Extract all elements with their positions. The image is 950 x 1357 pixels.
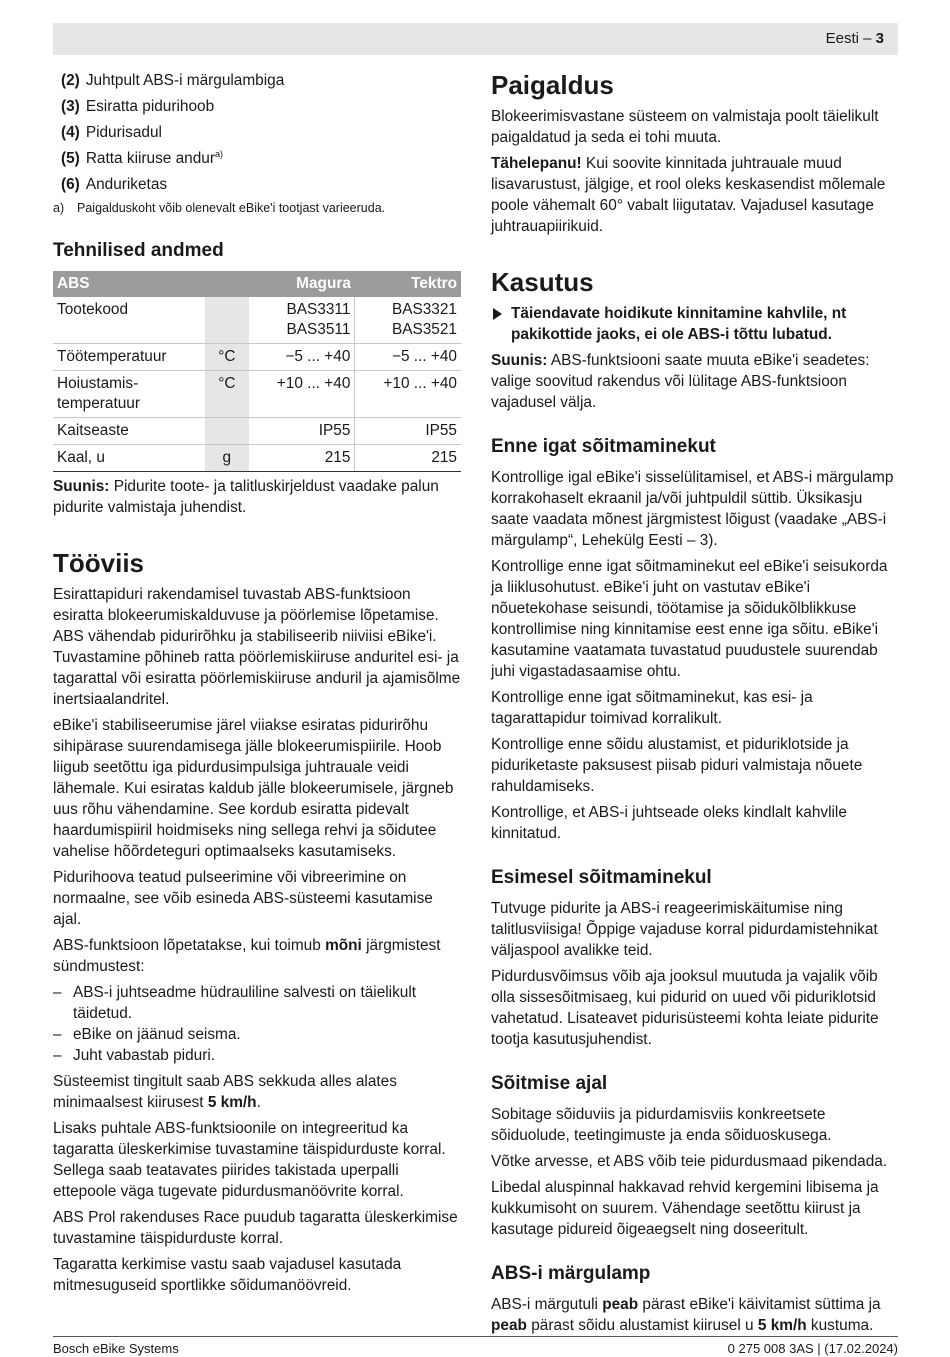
table-row [53, 297, 461, 344]
spec-label: Töötemperatuur [53, 344, 205, 371]
text-span: ABS-funktsiooni saate muuta eBike'i seadetes: valige soovitud rakendus või lülitage ABS-funktsioon vajadusel välja. [491, 352, 870, 411]
page-number: 3 [875, 30, 884, 47]
legend-text: Juhtpult ABS-i märgulambiga [85, 72, 285, 89]
spec-magura [249, 297, 355, 344]
spec-magura: IP55 [249, 418, 355, 445]
legend-number: (6) [61, 176, 80, 193]
spec-magura: −5 ... +40 [249, 344, 355, 371]
legend-item [61, 70, 461, 91]
paragraph: Lisaks puhtale ABS-funktsioonile on integreeritud ka tagaratta üleskerkimise tuvastamine täispidurduste korral. Sellega saab teatavates piirides takistada uperpalli ettepoole väga tugevate pidurdusmanöövrite korral. [53, 1120, 446, 1200]
enne-heading: Enne igat sõitmaminekut [491, 436, 716, 457]
spec-unit [205, 297, 249, 344]
bold-span: Tähelepanu! [491, 155, 582, 172]
spec-tektro [355, 297, 461, 344]
table-row [53, 344, 461, 371]
text-span: . [256, 1094, 261, 1111]
text-span: pärast eBike'i käivitamist süttima ja [638, 1296, 881, 1313]
note-text: Pidurite toote- ja talitluskirjeldust vaadake palun pidurite valmistaja juhendist. [53, 478, 439, 516]
bold-span: peab [602, 1296, 639, 1313]
spec-magura-code-2: BAS3511 [286, 321, 351, 338]
bold-span: 5 km/h [757, 1317, 807, 1334]
paragraph: Sobitage sõiduviis ja pidurdamisviis konkreetsete sõiduolude, teetingimuste ja enda sõiduoskusega. [491, 1106, 832, 1144]
tech-heading: Tehnilised andmed [53, 240, 224, 261]
spec-label: Kaal, u [53, 445, 205, 472]
page-title [826, 30, 884, 47]
paragraph: Pidurdusvõimsus võib aja jooksul muutuda ja vajalik võib olla sissesõitmisaeg, kui pidurid on uued või piduriklotsid vahetatud. Lisateavet pidurisüsteemi kohta leiate pidurite tootja kasutusjuhendist. [491, 968, 879, 1048]
legend-item [61, 174, 461, 195]
spec-header-row [53, 271, 461, 297]
margulamp-heading: ABS-i märgulamp [491, 1263, 651, 1284]
tooviis-heading: Tööviis [53, 548, 145, 578]
soitmise-heading: Sõitmise ajal [491, 1073, 608, 1094]
paragraph [53, 935, 461, 977]
spec-unit: °C [205, 371, 249, 418]
tech-note [53, 476, 461, 518]
language-label: Eesti [825, 30, 859, 47]
spec-tektro: 215 [355, 445, 461, 472]
bold-span: Suunis: [491, 352, 548, 369]
footnote [53, 200, 461, 217]
text-span: ABS-funktsioon lõpetatakse, kui toimub [53, 937, 326, 954]
table-row [53, 445, 461, 472]
paragraph: Blokeerimisvastane süsteem on valmistaja poolt täielikult paigaldatud ja seda ei tohi muuta. [491, 108, 879, 146]
text-span: kustuma. [806, 1317, 874, 1334]
paragraph: Tutvuge pidurite ja ABS-i reageerimiskäitumise ning talitlusviisiga! Õppige vajaduse korral pidurdamistehnikat väljaspool avalikke teid. [491, 900, 878, 959]
footnote-text: Paigalduskoht võib olenevalt eBike'i tootjast varieeruda. [77, 201, 386, 215]
spec-label-line-2: temperatuur [57, 395, 140, 412]
legend-text: Esiratta pidurihoob [85, 98, 215, 115]
paragraph [491, 1294, 899, 1336]
paragraph: Kontrollige enne igat sõitmaminekut eel eBike'i seisukorda ja liiklusohutust. eBike'i juht on vastutav eBike'i nõuetekohase seisundi, töötamise ja sõidukõlblikkuse kontrollimise ning kinnitamise eest enne iga sõitu. eBike'i kasutamine vaatamata tuvastatud puudustele suurendab juhi vigastadasaamise ohtu. [491, 558, 888, 680]
esimesel-heading: Esimesel sõitmaminekul [491, 867, 712, 888]
warning-note [491, 303, 899, 345]
spec-header-tektro: Tektro [355, 271, 461, 297]
warning-text: Täiendavate hoidikute kinnitamine kahvlile, nt pakikottide jaoks, ei ole ABS-i tõttu lubatud. [511, 305, 847, 343]
footer-right: 0 275 008 3AS | (17.02.2024) [727, 1341, 898, 1356]
right-column [491, 70, 899, 1341]
spec-tektro: IP55 [355, 418, 461, 445]
spec-label-line-1: Hoiustamis- [57, 375, 139, 392]
triangle-bullet-icon [493, 308, 502, 320]
spec-magura: +10 ... +40 [249, 371, 355, 418]
legend-number: (3) [61, 98, 80, 115]
text-span: Süsteemist tingitult saab ABS sekkuda alles alates minimaalsest kiirusest [53, 1073, 397, 1111]
spec-tektro: −5 ... +40 [355, 344, 461, 371]
paragraph: Pidurihoova teatud pulseerimine või vibreerimine on normaalne, see võib esineda ABS-süsteemi kasutamise ajal. [53, 869, 433, 928]
legend-item [61, 96, 461, 117]
paragraph: ABS Prol rakenduses Race puudub tagaratta üleskerkimise tuvastamine täispidurduste korral. [53, 1209, 458, 1247]
spec-tektro-code-2: BAS3521 [391, 321, 457, 338]
paragraph: Võtke arvesse, et ABS võib teie pidurdusmaad pikendada. [491, 1153, 888, 1170]
spec-header-magura: Magura [249, 271, 355, 297]
legend-item [61, 148, 461, 169]
spec-label [53, 371, 205, 418]
spec-unit [205, 418, 249, 445]
spec-label: Tootekood [53, 297, 205, 344]
legend-number: (5) [61, 150, 80, 167]
paragraph: Kontrollige enne sõidu alustamist, et piduriklotside ja piduriketaste paksusest piisab piduri valmistaja nõuete rahuldamiseks. [491, 736, 863, 795]
paragraph: Kontrollige, et ABS-i juhtseade oleks kindlalt kahvlile kinnitatud. [491, 804, 847, 842]
dash-list [53, 982, 461, 1066]
list-item: – eBike on jäänud seisma. [53, 1024, 461, 1045]
footer-left: Bosch eBike Systems [53, 1341, 179, 1356]
paragraph: Libedal aluspinnal hakkavad rehvid kergemini libisema ja kukkumisoht on suurem. Vähendage seetõttu kiirust ja kasutage pidureid õigeaegselt ning doseeritult. [491, 1179, 879, 1238]
text-span: pärast sõidu alustamist kiirusel u [526, 1317, 758, 1334]
paragraph: Tagaratta kerkimise vastu saab vajadusel kasutada mitmesuguseid sportlikke sõidumanöövreid. [53, 1256, 402, 1294]
text-span: Kui soovite kinnitada juhtrauale muud lisavarustust, jälgige, et rool oleks keskasendist mõlemale poole vähemalt 60° vabalt liigutatav. Vajadusel kasutage juhtrauapiirikuid. [491, 155, 886, 235]
paragraph [491, 350, 899, 413]
spec-magura-code-1: BAS3311 [286, 301, 351, 318]
bold-span: mõni [325, 937, 362, 954]
paragraph: Kontrollige enne igat sõitmaminekut, kas esi- ja tagarattapidur toimivad korralikult. [491, 689, 813, 727]
table-row [53, 418, 461, 445]
bold-span: 5 km/h [207, 1094, 257, 1111]
text-span: järgmistest sündmustest: [53, 937, 441, 975]
spec-tektro-code-1: BAS3321 [391, 301, 457, 318]
paragraph [491, 153, 899, 237]
list-item: – Juht vabastab piduri. [53, 1045, 461, 1066]
paragraph [53, 1071, 461, 1113]
spec-label: Kaitseaste [53, 418, 205, 445]
bold-span: peab [491, 1317, 527, 1334]
spec-magura: 215 [249, 445, 355, 472]
spec-unit: °C [205, 344, 249, 371]
legend-text: Pidurisadul [85, 124, 162, 141]
kasutus-heading: Kasutus [491, 267, 594, 297]
spec-unit: g [205, 445, 249, 472]
legend-text: Anduriketas [85, 176, 168, 193]
title-dash: – [863, 30, 872, 47]
footnote-mark: a) [53, 201, 65, 215]
spec-header-unit [205, 271, 249, 297]
page-header-bar [53, 23, 898, 55]
spec-header-abs: ABS [53, 271, 205, 297]
legend-number: (4) [61, 124, 80, 141]
legend-text: Ratta kiiruse andur [85, 150, 215, 167]
text-span: ABS-i märgutuli [491, 1296, 603, 1313]
list-item: – ABS-i juhtseadme hüdrauliline salvesti on täielikult täidetud. [53, 982, 461, 1024]
spec-tektro: +10 ... +40 [355, 371, 461, 418]
footnote-ref: a) [215, 148, 224, 159]
paragraph: Kontrollige igal eBike'i sisselülitamisel, et ABS-i märgulamp korrakohaselt ekraanil ja/või juhtpuldil süttib. Üksikasju saate vaadata mõnest järgmistest lõigust (vaadake „ABS-i märgulamp“, Lehekülg Eesti – 3). [491, 469, 894, 549]
note-label: Suunis: [53, 478, 110, 495]
spec-table [53, 271, 461, 472]
legend-item [61, 122, 461, 143]
paragraph: eBike'i stabiliseerumise järel viiakse esiratas pidurirõhu sihipärase suurendamisega jälle blokeerumispiirile. Hoob liigub seetõttu iga pidurdusimpulsiga juhtrauale veidi lähemale. Kui esiratas kaldub jälle blokeerumisele, järgneb uus rõhu vähendamine. See kordub esiratta pidevalt haardumispiiril hoidmiseks ning sellega rehvi ja sõidutee vahelise hõõrdeteguri optimaalseks kasutamiseks. [53, 717, 454, 860]
page-footer [53, 1336, 898, 1356]
legend-number: (2) [61, 72, 80, 89]
paragraph: Esirattapiduri rakendamisel tuvastab ABS-funktsioon esiratta blokeerumiskalduvuse ja pöörlemise lõpetamise. ABS vähendab pidurirõhku ja stabiliseerib niiviisi eBike'i. Tuvastamine põhineb ratta pöörlemiskiiruse anduritel esi- ja tagarattal või esiratta pöörlemiskiiruse anduril ja ajamisõlme inertsiaalandritel. [53, 586, 461, 708]
paigaldus-heading: Paigaldus [491, 70, 614, 100]
left-column [53, 70, 461, 1301]
table-row [53, 371, 461, 418]
